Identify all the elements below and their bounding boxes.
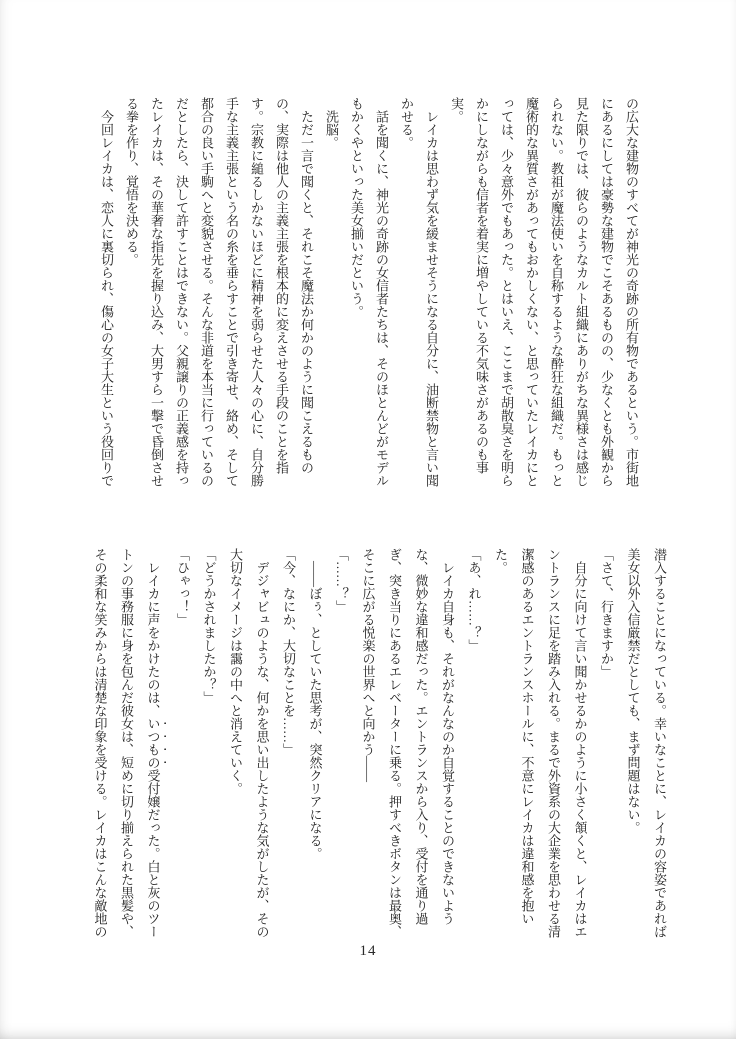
- text-column: かせる。: [399, 97, 414, 149]
- text-column: っては、少々意外でもあった。とはいえ、ここまで胡散臭さを明ら: [499, 97, 514, 487]
- text-column: トンの事務服に身を包んだ彼女は、短めに切り揃えられた黒髪や、: [119, 548, 134, 938]
- text-column: たレイカは、その華奢な指先を握り込み、大男すら一撃で昏倒させ: [149, 97, 164, 487]
- text-column: 手な主義主張という名の糸を垂らすことで引き寄せ、絡め、そして: [224, 97, 239, 487]
- text-column: レイカ自身も、それがなんなのか自覚することのできないよう: [440, 548, 455, 925]
- text-column: 話を聞くに、神光の奇跡の女信者たちは、そのほとんどがモデル: [374, 97, 389, 487]
- text-column: 今回レイカは、恋人に裏切られ、傷心の女子大生という役回りで: [99, 97, 114, 487]
- text-column: ントランスに足を踏み入れる。まるで外資系の大企業を思わせる清: [546, 548, 561, 938]
- text-column: 潔感のあるエントランスホールに、不意にレイカは違和感を抱い: [519, 548, 535, 925]
- text-column: だとしたら、決して許すことはできない。父親譲りの正義感を持っ: [174, 97, 189, 487]
- text-column: 「あ、れ……？」: [466, 548, 482, 652]
- text-band-top: [94, 97, 644, 489]
- text-column: 大切なイメージは靄の中へと消えていく。: [228, 548, 243, 795]
- text-column: す。宗教に縋るしかないほどに精神を弱らせた人々の心に、自分勝: [249, 97, 264, 487]
- text-column: 「どうかされましたか？」: [201, 548, 217, 704]
- text-column: にあるにしては豪勢な建物でこそあるものの、少なくとも外観から: [599, 97, 614, 487]
- text-column: ただ一言で聞くと、それこそ魔法か何かのように聞こえるもの: [299, 97, 314, 474]
- text-column: ぎ、突き当りにあるエレベーターに乗る。押すべきボタンは最奥、: [387, 548, 402, 938]
- text-column: の広大な建物のすべてが神光の奇跡の所有物であるという。市街地: [624, 97, 639, 487]
- text-column: る拳を作り、覚悟を決める。: [124, 97, 139, 266]
- text-column: かにしながらも信者を着実に増やしている不気味さがあるのも事: [474, 97, 489, 474]
- text-column: 「今、なにか、大切なことを……」: [281, 548, 296, 756]
- text-column: られない。教祖が魔法使いを自称するような酔狂な組織だ。もっと: [549, 97, 564, 487]
- text-column: 「……？」: [334, 548, 349, 613]
- text-column: た。: [493, 548, 508, 574]
- text-column: の、実際は他人の主義主張を根本的に変えさせる手段のことを指: [274, 97, 289, 474]
- text-column: 洗脳。: [324, 97, 339, 149]
- text-column: 都合の良い手駒へと変貌させる。そんな非道を本当に行っているの: [199, 97, 214, 487]
- text-band-bottom: [86, 548, 672, 940]
- text-column: 見た限りでは、彼らのようなカルト組織にありがちな異様さは感じ: [574, 97, 589, 487]
- text-column: 「ひゃっ！」: [175, 548, 190, 626]
- text-column: その柔和な笑みからは清楚な印象を受ける。レイカはこんな敵地の: [92, 548, 108, 938]
- text-column: もかくやといった美女揃いだという。: [349, 97, 364, 318]
- text-column: デジャビュのような、何かを思い出したような気がしたが、その: [254, 548, 270, 938]
- text-column: 潜入することになっている。幸いなことに、レイカの容姿であれば: [652, 548, 667, 938]
- text-column: 美女以外入信厳禁だとしても、まず問題はない。: [625, 548, 641, 834]
- text-column: ――ぼぅ、としていた思考が、突然クリアになる。: [307, 548, 323, 860]
- text-column: そこに広がる悦楽の世界へと向かう――: [360, 548, 376, 782]
- emphasis-text: いつもの: [145, 717, 161, 769]
- text-column: レイカは思わず気を緩ませそうになる自分に、油断禁物と言い聞: [424, 97, 439, 487]
- text-column: 自分に向けて言い聞かせるかのように小さく頷くと、レイカはエ: [572, 548, 588, 938]
- text-column: 魔術的な異質さがあってもおかしくない、と思っていたレイカにと: [524, 97, 539, 487]
- text-column: 「さて、行きますか」: [599, 548, 614, 678]
- text-column: な、微妙な違和感だった。エントランスから入り、受付を通り過: [413, 548, 429, 925]
- text-column: 実。: [449, 97, 464, 123]
- text-column: レイカに声をかけたのは、いつもの受付嬢だった。白と灰のツー: [145, 548, 161, 938]
- page-number: 14: [359, 943, 377, 959]
